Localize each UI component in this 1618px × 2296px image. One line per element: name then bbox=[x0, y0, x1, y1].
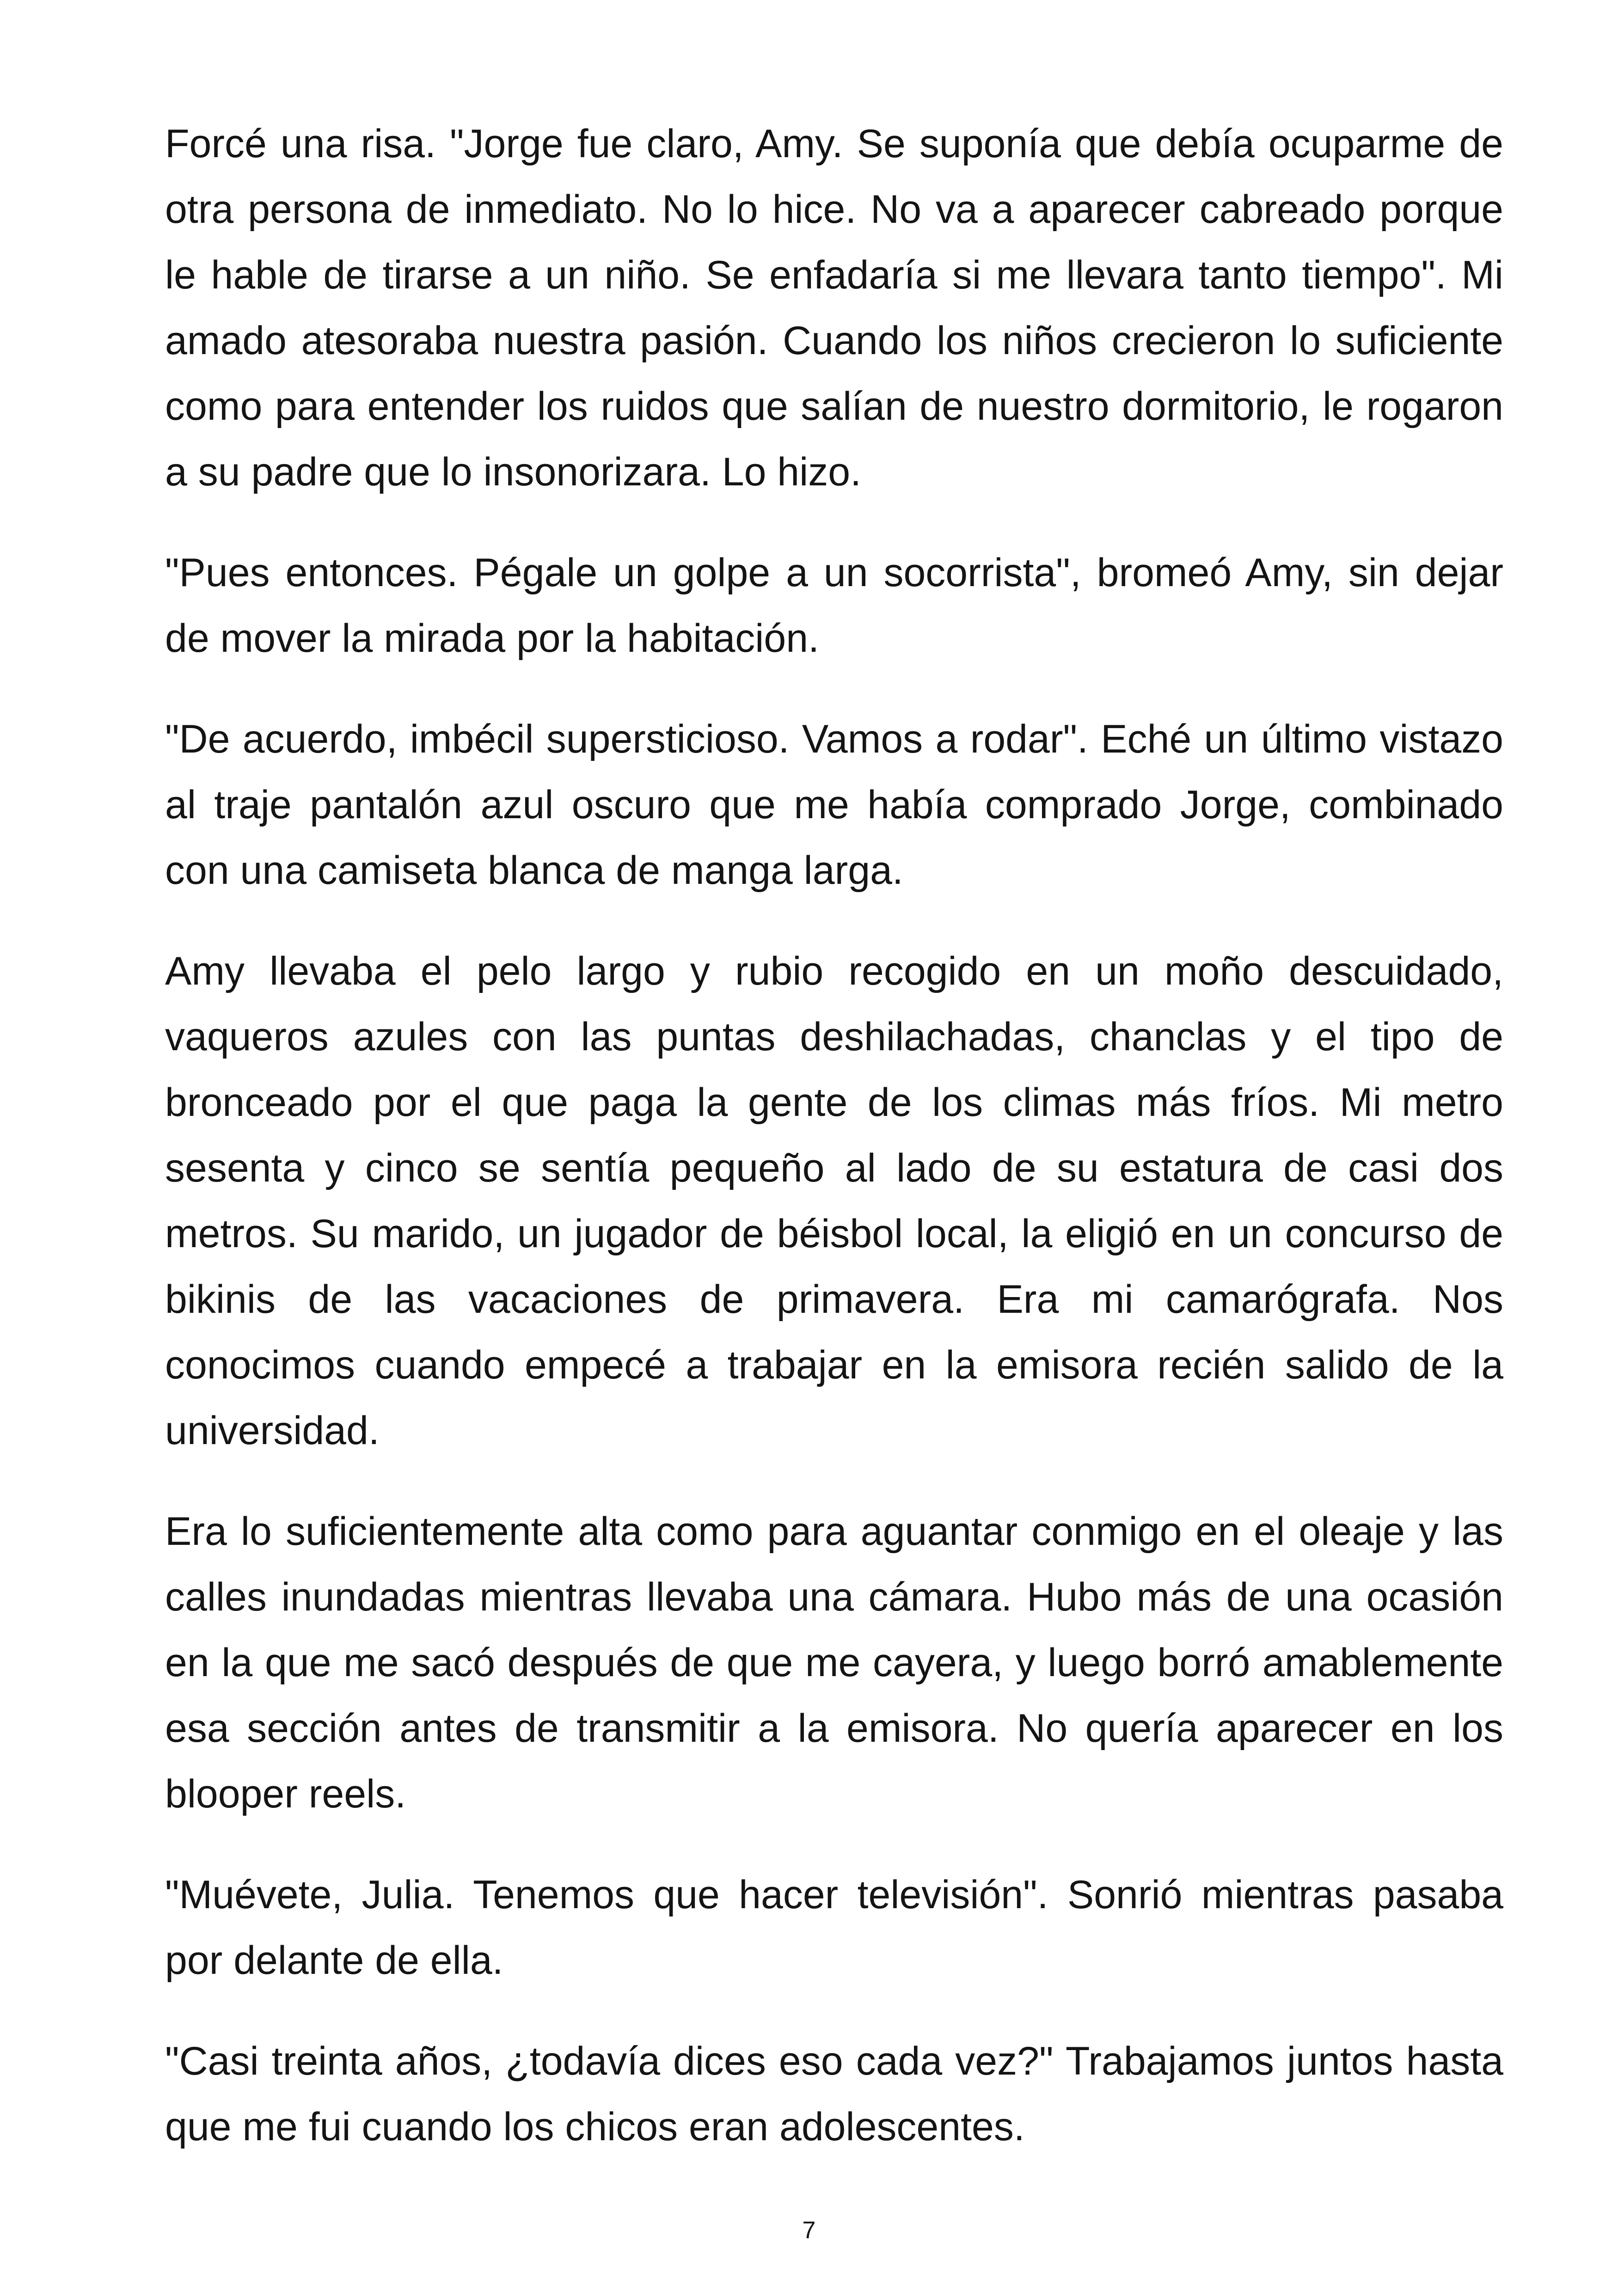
paragraph: "Pues entonces. Pégale un golpe a un socorrista", bromeó Amy, sin dejar de mover la mirada por la habitación. bbox=[165, 551, 1503, 661]
paragraph: Forcé una risa. "Jorge fue claro, Amy. Se suponía que debía ocuparme de otra persona de inmediato. No lo hice. No va a aparecer cabreado porque le hable de tirarse a un niño. Se enfadaría si me llevara tanto tiempo". Mi amado atesoraba nuestra pasión. Cuando los niños crecieron lo suficiente como para entender los ruidos que salían de nuestro dormitorio, le rogaron a su padre que lo insonorizara. Lo hizo. bbox=[165, 122, 1503, 494]
paragraph: Era lo suficientemente alta como para aguantar conmigo en el oleaje y las calles inundadas mientras llevaba una cámara. Hubo más de una ocasión en la que me sacó después de que me cayera, y luego borró amablemente esa sección antes de transmitir a la emisora. No quería aparecer en los blooper reels. bbox=[165, 1509, 1503, 1816]
paragraph: "Muévete, Julia. Tenemos que hacer televisión". Sonrió mientras pasaba por delante de ella. bbox=[165, 1873, 1503, 1983]
paragraph: "Casi treinta años, ¿todavía dices eso cada vez?" Trabajamos juntos hasta que me fui cuando los chicos eran adolescentes. bbox=[165, 2039, 1503, 2149]
paragraph: Amy llevaba el pelo largo y rubio recogido en un moño descuidado, vaqueros azules con las puntas deshilachadas, chanclas y el tipo de bronceado por el que paga la gente de los climas más fríos. Mi metro sesenta y cinco se sentía pequeño al lado de su estatura de casi dos metros. Su marido, un jugador de béisbol local, la eligió en un concurso de bikinis de las vacaciones de primavera. Era mi camarógrafa. Nos conocimos cuando empecé a trabajar en la emisora recién salido de la universidad. bbox=[165, 949, 1503, 1453]
page-number: 7 bbox=[802, 2217, 816, 2244]
body-text bbox=[165, 111, 1503, 2160]
paragraph: "De acuerdo, imbécil supersticioso. Vamos a rodar". Eché un último vistazo al traje pantalón azul oscuro que me había comprado Jorge, combinado con una camiseta blanca de manga larga. bbox=[165, 717, 1503, 893]
